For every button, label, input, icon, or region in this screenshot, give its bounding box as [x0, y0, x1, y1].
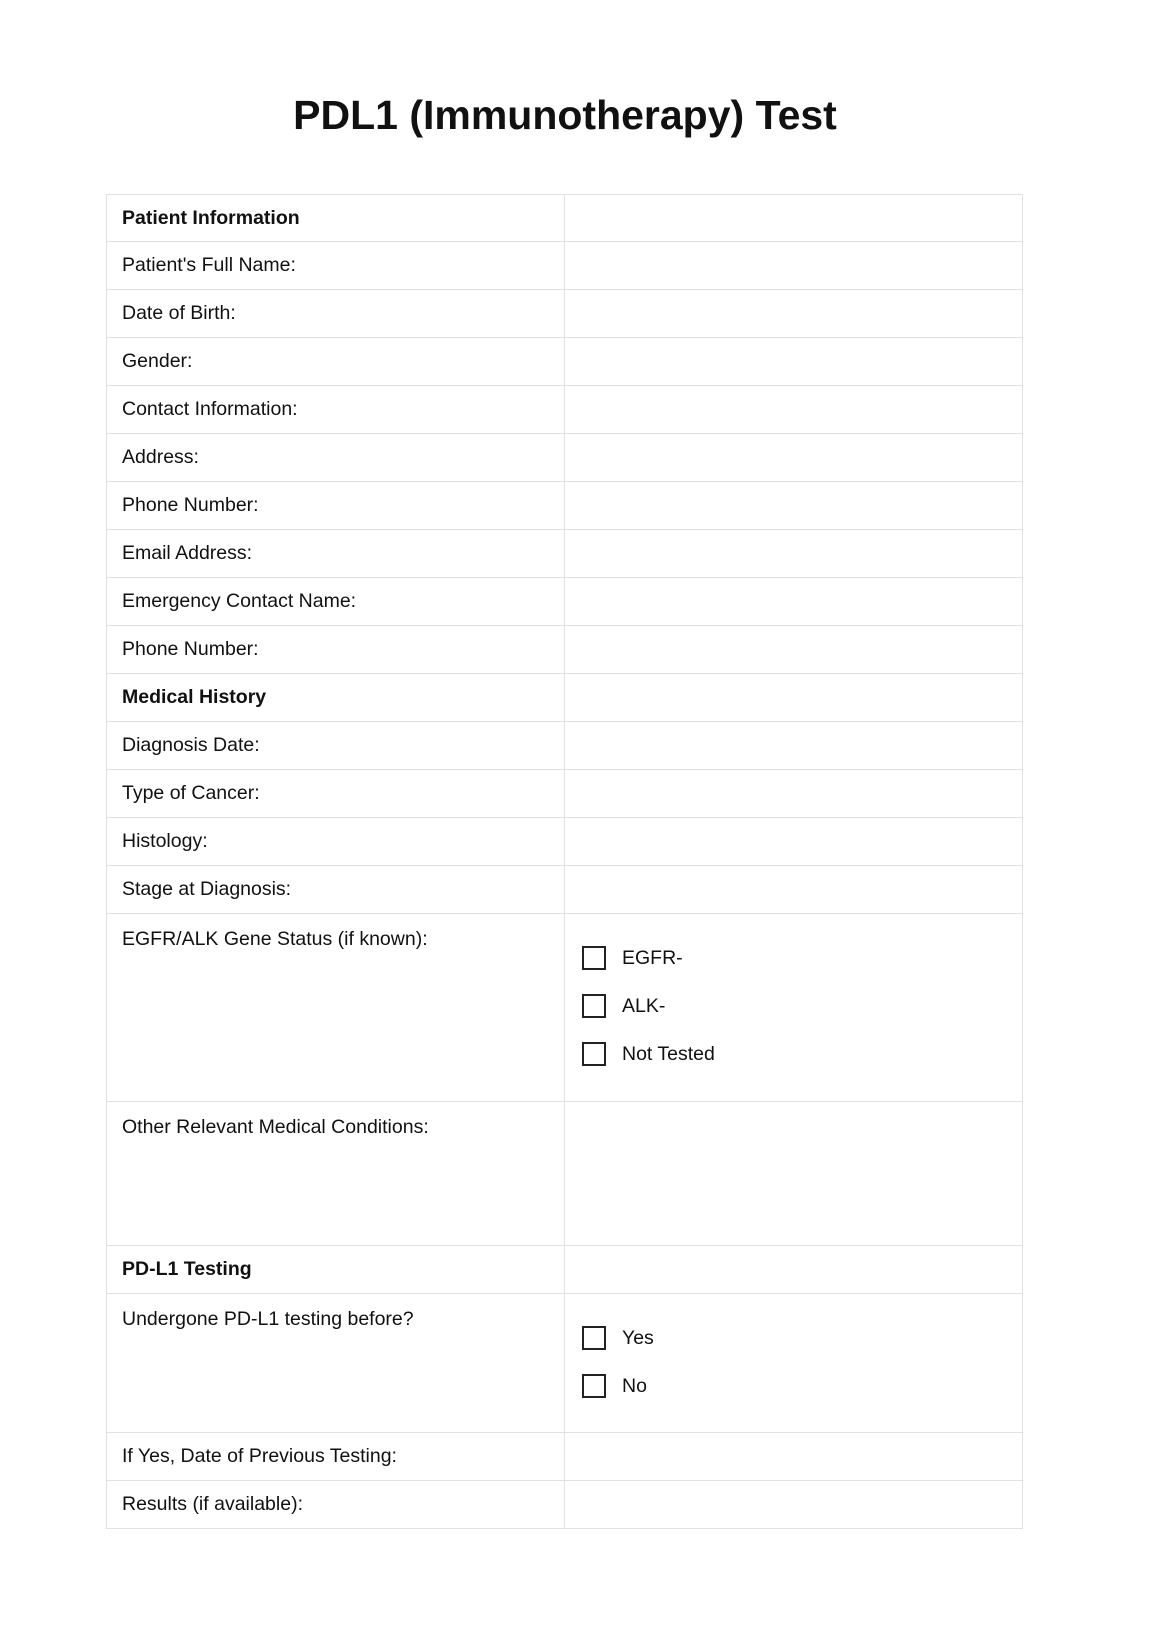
- field-value[interactable]: [565, 290, 1023, 338]
- field-value[interactable]: [565, 866, 1023, 914]
- field-label: Type of Cancer:: [107, 770, 565, 818]
- checkbox[interactable]: [582, 1374, 606, 1398]
- field-value[interactable]: [565, 722, 1023, 770]
- field-value[interactable]: [565, 818, 1023, 866]
- field-value[interactable]: [565, 434, 1023, 482]
- checkbox-option[interactable]: [580, 1362, 1007, 1410]
- table-row: [107, 626, 1023, 674]
- table-row: [107, 482, 1023, 530]
- table-row: [107, 1294, 1023, 1433]
- checkbox[interactable]: [582, 1042, 606, 1066]
- field-label: Stage at Diagnosis:: [107, 866, 565, 914]
- field-label: Address:: [107, 434, 565, 482]
- checkbox[interactable]: [582, 994, 606, 1018]
- field-value[interactable]: [565, 242, 1023, 290]
- page-title: PDL1 (Immunotherapy) Test: [293, 92, 837, 138]
- checkbox[interactable]: [582, 1326, 606, 1350]
- field-label: Diagnosis Date:: [107, 722, 565, 770]
- field-value[interactable]: [565, 1246, 1023, 1294]
- table-row: [107, 1102, 1023, 1246]
- section-heading: Patient Information: [107, 195, 565, 242]
- checkbox-option[interactable]: [580, 1030, 1007, 1078]
- checkbox-label: EGFR-: [622, 946, 683, 969]
- checkbox-option[interactable]: [580, 1314, 1007, 1362]
- table-row: [107, 914, 1023, 1102]
- table-row: [107, 674, 1023, 722]
- field-value[interactable]: [565, 914, 1023, 1102]
- field-label: Histology:: [107, 818, 565, 866]
- table-row: [107, 290, 1023, 338]
- field-value[interactable]: [565, 530, 1023, 578]
- checkbox-option[interactable]: [580, 934, 1007, 982]
- field-value[interactable]: [565, 482, 1023, 530]
- field-label: EGFR/ALK Gene Status (if known):: [107, 914, 565, 1102]
- form-table: [106, 194, 1023, 1529]
- field-value[interactable]: [565, 1294, 1023, 1433]
- table-row: [107, 195, 1023, 242]
- field-label: Undergone PD-L1 testing before?: [107, 1294, 565, 1433]
- field-value[interactable]: [565, 626, 1023, 674]
- field-label: If Yes, Date of Previous Testing:: [107, 1433, 565, 1481]
- field-label: Phone Number:: [107, 482, 565, 530]
- checkbox-label: ALK-: [622, 994, 666, 1017]
- table-row: [107, 1481, 1023, 1529]
- checkbox-label: Yes: [622, 1326, 654, 1349]
- field-label: Emergency Contact Name:: [107, 578, 565, 626]
- table-row: [107, 818, 1023, 866]
- table-row: [107, 770, 1023, 818]
- field-value[interactable]: [565, 674, 1023, 722]
- checkbox-option[interactable]: [580, 982, 1007, 1030]
- field-value[interactable]: [565, 770, 1023, 818]
- field-value[interactable]: [565, 1102, 1023, 1246]
- field-value[interactable]: [565, 578, 1023, 626]
- field-value[interactable]: [565, 195, 1023, 242]
- field-label: Results (if available):: [107, 1481, 565, 1529]
- table-row: [107, 338, 1023, 386]
- table-row: [107, 434, 1023, 482]
- field-value[interactable]: [565, 386, 1023, 434]
- table-row: [107, 578, 1023, 626]
- section-heading: PD-L1 Testing: [107, 1246, 565, 1294]
- field-label: Contact Information:: [107, 386, 565, 434]
- table-row: [107, 866, 1023, 914]
- table-row: [107, 1433, 1023, 1481]
- field-value[interactable]: [565, 1481, 1023, 1529]
- field-label: Date of Birth:: [107, 290, 565, 338]
- field-label: Gender:: [107, 338, 565, 386]
- section-heading: Medical History: [107, 674, 565, 722]
- checkbox[interactable]: [582, 946, 606, 970]
- checkbox-label: No: [622, 1374, 647, 1397]
- table-row: [107, 1246, 1023, 1294]
- field-label: Other Relevant Medical Conditions:: [107, 1102, 565, 1246]
- checkbox-label: Not Tested: [622, 1042, 715, 1065]
- field-label: Patient's Full Name:: [107, 242, 565, 290]
- table-row: [107, 530, 1023, 578]
- table-row: [107, 242, 1023, 290]
- field-label: Email Address:: [107, 530, 565, 578]
- table-row: [107, 386, 1023, 434]
- field-label: Phone Number:: [107, 626, 565, 674]
- table-row: [107, 722, 1023, 770]
- field-value[interactable]: [565, 338, 1023, 386]
- field-value[interactable]: [565, 1433, 1023, 1481]
